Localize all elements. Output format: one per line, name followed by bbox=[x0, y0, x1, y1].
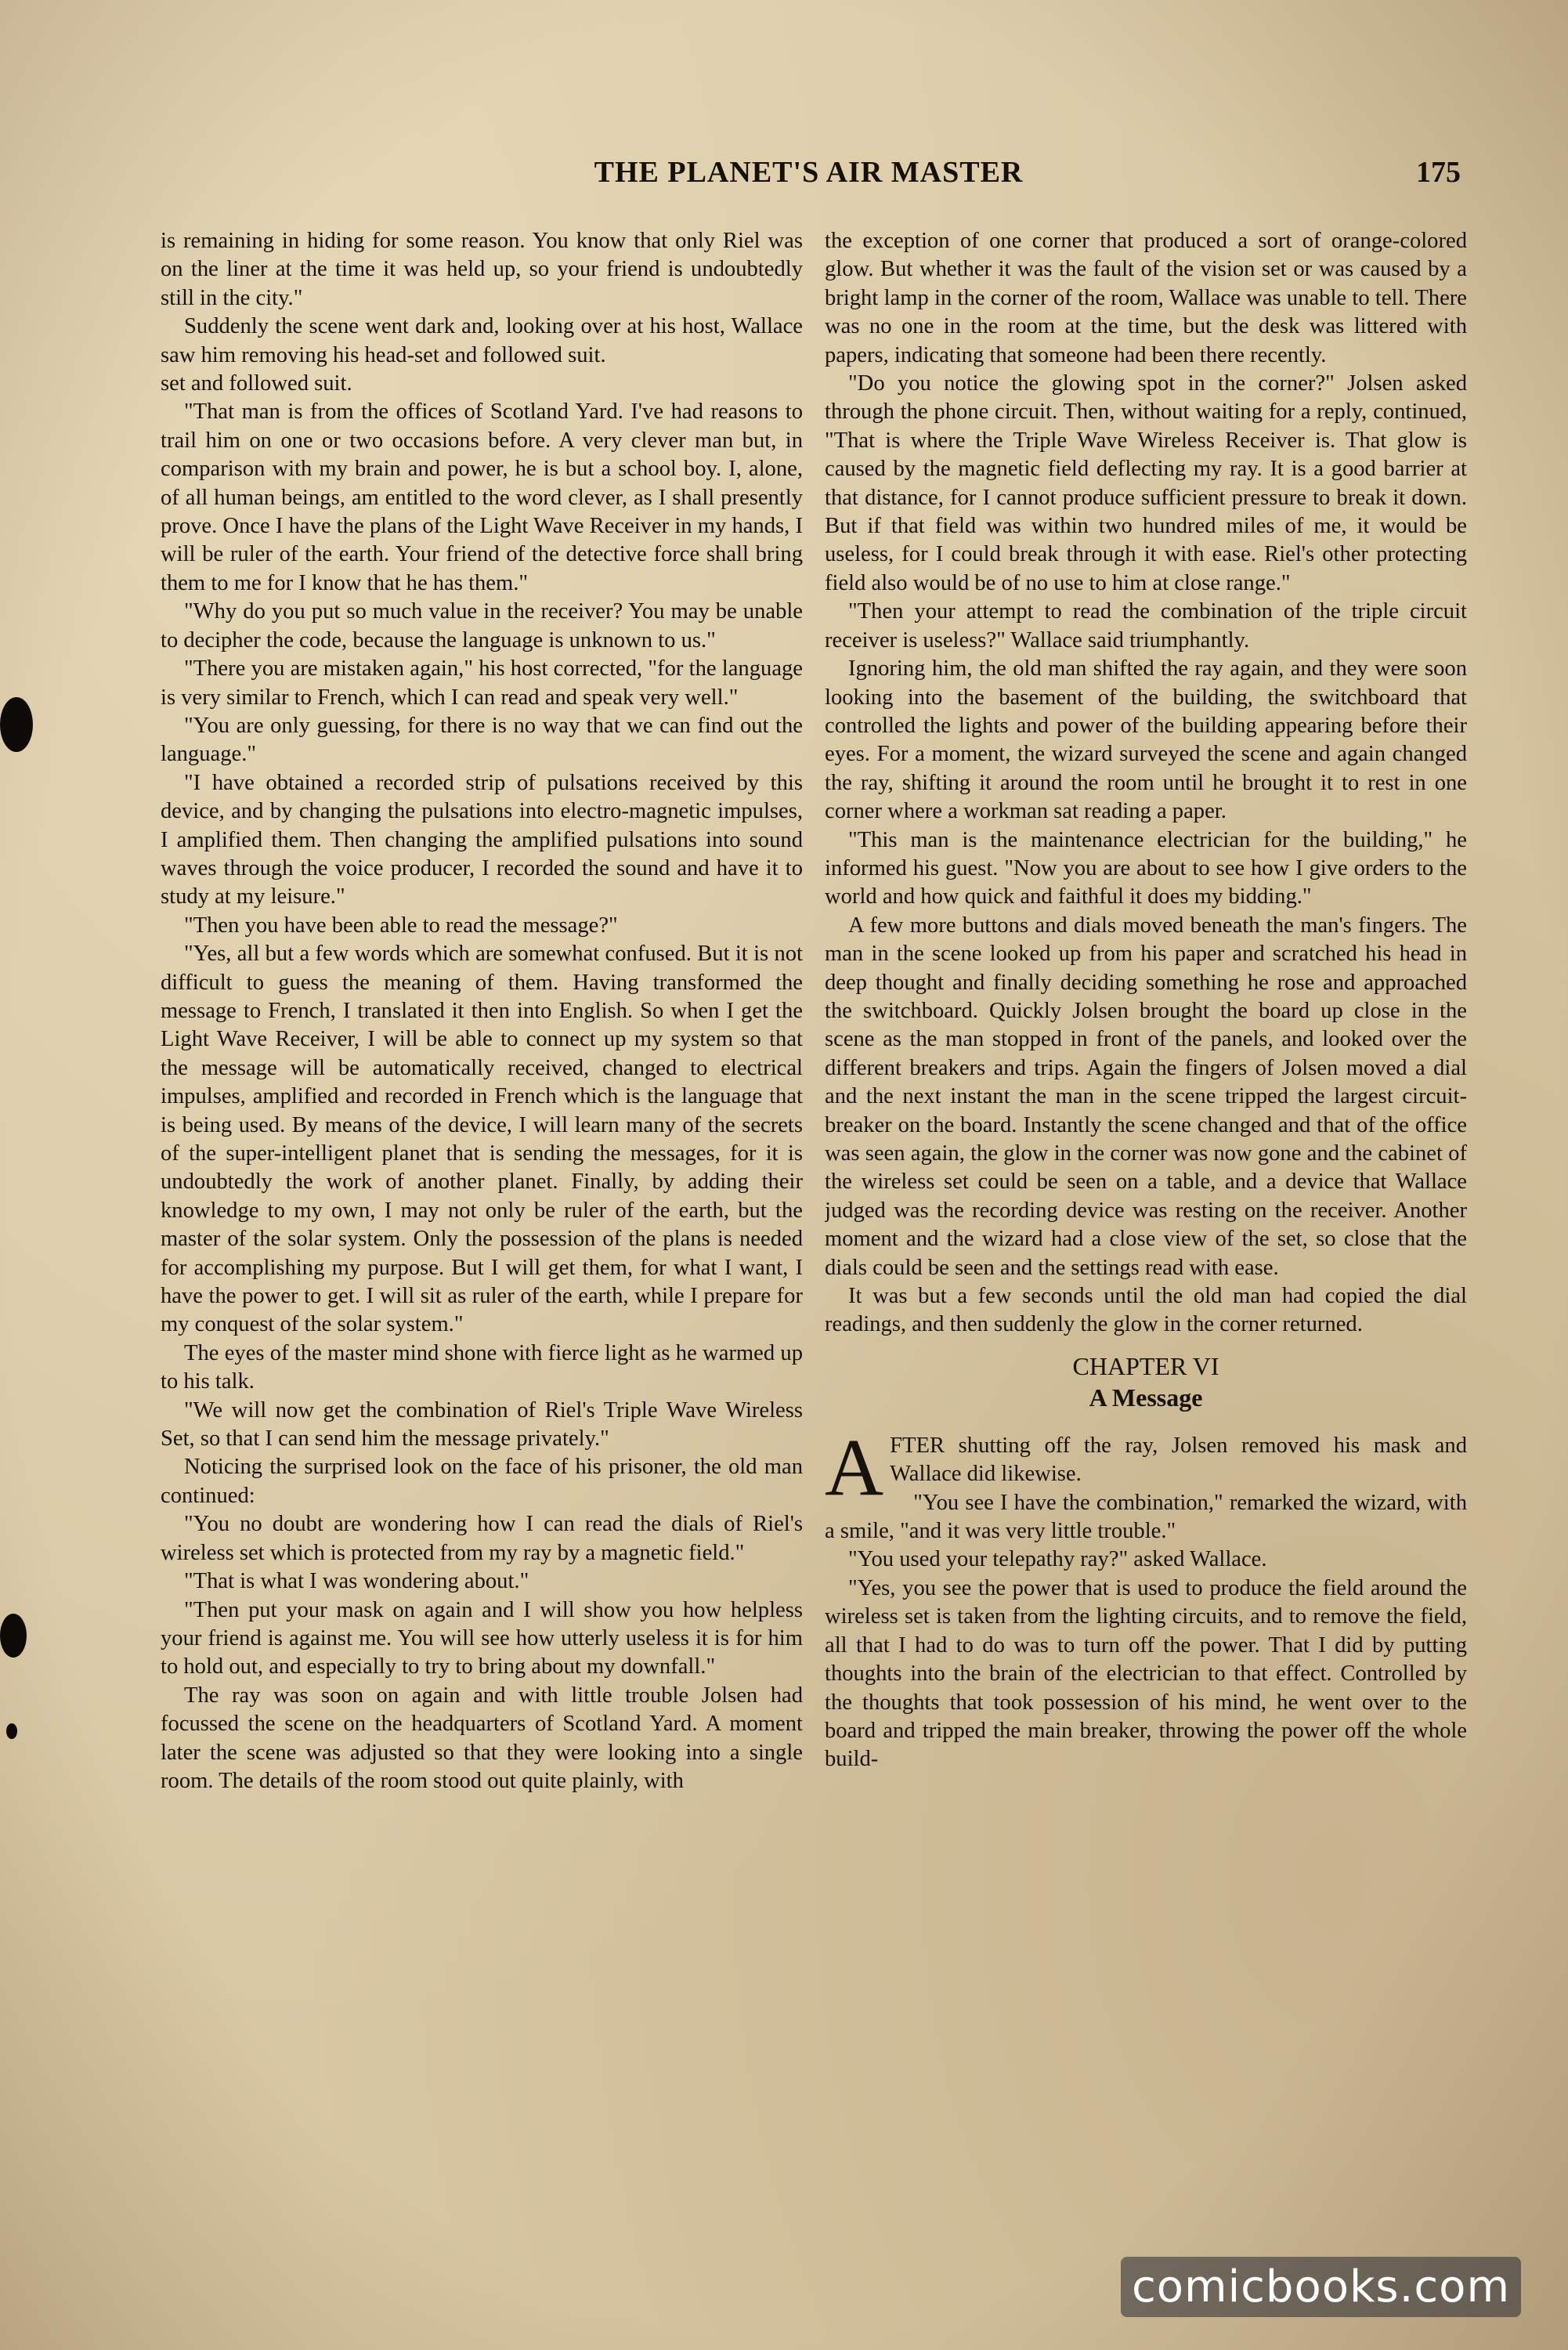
paragraph: "You used your telepathy ray?" asked Wallace. bbox=[848, 1547, 1267, 1572]
page-number: 175 bbox=[1416, 156, 1461, 189]
paragraph: "That is what I was wondering about." bbox=[184, 1569, 529, 1594]
paragraph: "I have obtained a recorded strip of pulsations received by this device, and by changing the pulsations into electro-magnetic impulses, I amplified them. Then changing the amplified pulsations into sound waves through the voice producer, I recorded the sound and have it to study at my leisure." bbox=[161, 770, 803, 909]
right-column bbox=[825, 227, 1467, 2232]
paragraph: Suddenly the scene went dark and, looking over at his host, Wallace saw him removing his head-set and followed suit. bbox=[161, 314, 803, 367]
paragraph: "This man is the maintenance electrician for the building," he informed his guest. "Now you are about to see how I give orders to the world and how quick and faithful it does my bidding." bbox=[825, 827, 1467, 909]
chapter-number: CHAPTER VI bbox=[1072, 1351, 1219, 1380]
paragraph: "Then put your mask on again and I will show you how helpless your friend is against me. You will see how utterly useless it is for him to hold out, and especially to try to bring about my downfall." bbox=[161, 1597, 803, 1679]
paragraph: "That man is from the offices of Scotland Yard. I've had reasons to trail him on one or two occasions before. A very clever man but, in comparison with my brain and power, he is but a school boy. I, alone, of all human beings, am entitled to the word clever, as I shall presently prove. Once I have the plans of the Light Wave Receiver in my hands, I will be ruler of the earth. Your friend of the detective force shall bring them to me for I know that he has them." bbox=[161, 400, 803, 595]
paragraph: "There you are mistaken again," his host corrected, "for the language is very similar to French, which I can read and speak very well." bbox=[161, 656, 803, 710]
paragraph: set and followed suit. bbox=[161, 371, 352, 396]
chapter-title: A Message bbox=[1089, 1383, 1203, 1412]
running-head bbox=[157, 155, 1461, 202]
paragraph: A few more buttons and dials moved beneath the man's fingers. The man in the scene looked up from his paper and scratched his head in deep thought and finally deciding something he rose and approached the switchboard. Quickly Jolsen brought the board up close in the scene as the man stopped in front of the panels, and looked over the different breakers and trips. Again the fingers of Jolsen moved a dial and the next instant the man in the scene tripped the largest circuit-breaker on the board. Instantly the scene changed and that of the office was seen again, the glow in the corner was now gone and the cabinet of the wireless set could be seen on a table, and a device that Wallace judged was the recording device was resting on the receiver. Another moment and the wizard had a close view of the set, so close that the dials could be seen and the settings read with ease. bbox=[825, 913, 1467, 1280]
paragraph: "We will now get the combination of Riel's Triple Wave Wireless Set, so that I can send him the message privately." bbox=[161, 1397, 803, 1452]
binding-hole bbox=[0, 697, 33, 752]
paragraph: The eyes of the master mind shone with fierce light as he warmed up to his talk. bbox=[161, 1340, 803, 1394]
opening-text: FTER shutting off the ray, Jolsen removed his mask and Wallace did likewise. bbox=[890, 1433, 1467, 1487]
paragraph: "Yes, you see the power that is used to produce the field around the wireless set is taken from the lighting circuits, and to remove the field, all that I had to do was to turn off the power. That I did by putting thoughts into the brain of the electrician to that effect. Controlled by the thoughts that took possession of his mind, he went over to the board and tripped the main breaker, throwing the power off the whole build- bbox=[825, 1575, 1467, 1772]
binding-hole bbox=[0, 1614, 27, 1658]
drop-cap: A bbox=[825, 1422, 884, 1513]
left-column bbox=[161, 227, 803, 2232]
paragraph: "Then your attempt to read the combination of the triple circuit receiver is useless?" Wallace said triumphantly. bbox=[825, 599, 1467, 653]
paragraph: The ray was soon on again and with little trouble Jolsen had focussed the scene on the headquarters of Scotland Yard. A moment later the scene was adjusted so that they were looking into a single room. The details of the room stood out quite plainly, with bbox=[161, 1683, 803, 1793]
paragraph: is remaining in hiding for some reason. You know that only Riel was on the liner at the time it was held up, so your friend is undoubtedly still in the city." bbox=[161, 229, 803, 310]
binding-hole bbox=[6, 1723, 17, 1739]
chapter-opening-paragraph bbox=[825, 1422, 1467, 1513]
paragraph: "You are only guessing, for there is no way that we can find out the language." bbox=[161, 713, 803, 767]
running-title: THE PLANET'S AIR MASTER bbox=[594, 156, 1024, 189]
paragraph: "You see I have the combination," remarked the wizard, with a smile, "and it was very little trouble." bbox=[825, 1490, 1467, 1544]
watermark-logo: comicbooks.com bbox=[1121, 2257, 1521, 2317]
paragraph: Noticing the surprised look on the face of his prisoner, the old man continued: bbox=[161, 1455, 803, 1508]
paragraph: "You no doubt are wondering how I can read the dials of Riel's wireless set which is protected from my ray by a magnetic field." bbox=[161, 1512, 803, 1565]
paragraph: It was but a few seconds until the old man had copied the dial readings, and then suddenly the glow in the corner returned. bbox=[825, 1284, 1467, 1337]
paragraph: "Yes, all but a few words which are somewhat confused. But it is not difficult to guess the meaning of them. Having transformed the message to French, I translated it then into English. So when I get the Light Wave Receiver, I will be able to connect up my system so that the message will be automatically received, changed to electrical impulses, amplified and recorded in French which is the language that is being used. By means of the device, I will learn many of the secrets of the super-intelligent planet that is sending the messages, for it is undoubtedly the work of another planet. Finally, by adding their knowledge to my own, I may not only be ruler of the earth, but the master of the solar system. Only the possession of the plans is needed for accomplishing my purpose. But I will get them, for what I want, I have the power to get. I will sit as ruler of the earth, while I prepare for my conquest of the solar system." bbox=[161, 942, 803, 1337]
paragraph: the exception of one corner that produced a sort of orange-colored glow. But whether it was the fault of the vision set or was caused by a bright lamp in the corner of the room, Wallace was unable to tell. There was no one in the room at the time, but the desk was littered with papers, indicating that someone had been there recently. bbox=[825, 229, 1467, 367]
paragraph: "Do you notice the glowing spot in the corner?" Jolsen asked through the phone circuit. Then, without waiting for a reply, continued, "That is where the Triple Wave Wireless Receiver is. That glow is caused by the magnetic field deflecting my ray. It is a good barrier at that distance, for I cannot produce sufficient pressure to break it down. But if that field was within two hundred miles of me, it would be useless, for I could break through it with ease. Riel's other protecting field also would be of no use to him at close range." bbox=[825, 371, 1467, 595]
paragraph: "Then you have been able to read the message?" bbox=[184, 913, 618, 938]
paragraph: Ignoring him, the old man shifted the ray again, and they were soon looking into the basement of the building, the switchboard that controlled the lights and power of the building appearing before their eyes. For a moment, the wizard surveyed the scene and again changed the ray, shifting it around the room until he brought it to rest in one corner where a workman sat reading a paper. bbox=[825, 656, 1467, 824]
paragraph: "Why do you put so much value in the receiver? You may be unable to decipher the code, because the language is unknown to us." bbox=[161, 599, 803, 653]
